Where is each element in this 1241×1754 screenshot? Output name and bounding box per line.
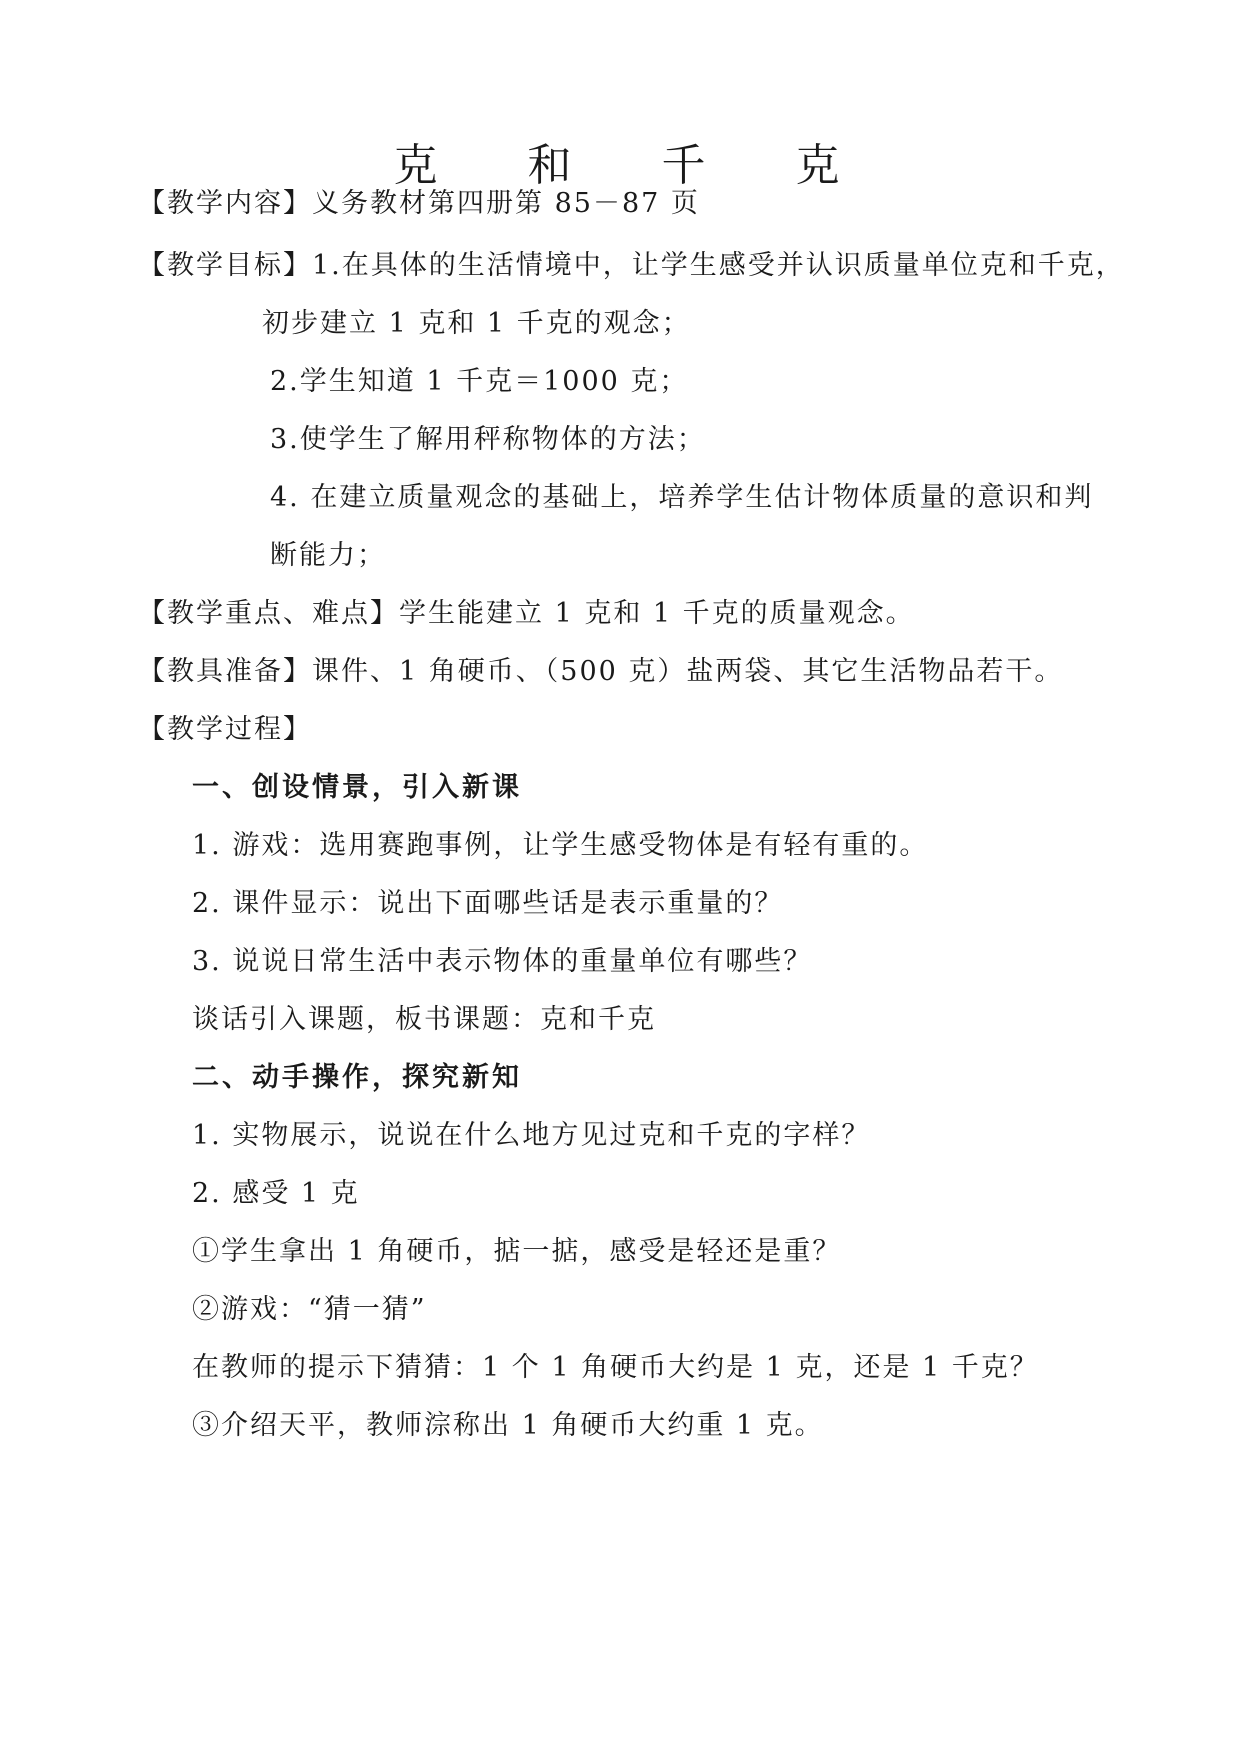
content-text: 义务教材第四册第 85－87 页 <box>312 188 700 219</box>
goal-item-2: 2.学生知道 1 千克＝1000 克； <box>270 366 689 397</box>
page-title: 克 和 千 克 <box>393 140 878 191</box>
goals-label: 【教学目标】 <box>138 250 312 281</box>
section2-item-6: ③介绍天平，教师淙称出 1 角硬币大约重 1 克。 <box>192 1410 824 1441</box>
tools-line <box>138 654 1063 690</box>
key-text: 学生能建立 1 克和 1 千克的质量观念。 <box>399 598 915 629</box>
key-label: 【教学重点、难点】 <box>138 598 399 629</box>
tools-label: 【教具准备】 <box>138 656 312 687</box>
content-label: 【教学内容】 <box>138 188 312 219</box>
section1-heading: 一、创设情景，引入新课 <box>192 772 522 803</box>
section2-item-1: 1. 实物展示，说说在什么地方见过克和千克的字样？ <box>192 1120 871 1151</box>
content-line <box>138 186 700 222</box>
tools-text: 课件、1 角硬币、（500 克）盐两袋、其它生活物品若干。 <box>312 656 1064 687</box>
goal-item-3: 3.使学生了解用秤称物体的方法； <box>270 424 706 455</box>
goals-line <box>138 248 1125 284</box>
section1-item-1: 1. 游戏：选用赛跑事例，让学生感受物体是有轻有重的。 <box>192 830 929 861</box>
section2-item-4: ②游戏：“猜一猜” <box>192 1294 427 1325</box>
key-line <box>138 596 915 632</box>
goal-item-4: 4. 在建立质量观念的基础上，培养学生估计物体质量的意识和判 <box>270 482 1094 513</box>
goal-item-4-cont: 断能力； <box>270 540 386 571</box>
process-label: 【教学过程】 <box>138 714 312 745</box>
section2-item-2: 2. 感受 1 克 <box>192 1178 360 1209</box>
section2-item-5: 在教师的提示下猜猜：1 个 1 角硬币大约是 1 克，还是 1 千克？ <box>192 1352 1039 1383</box>
goal-item-1-cont: 初步建立 1 克和 1 千克的观念； <box>262 308 691 339</box>
section1-item-4: 谈话引入课题，板书课题：克和千克 <box>192 1004 656 1035</box>
section2-item-3: ①学生拿出 1 角硬币，掂一掂，感受是轻还是重？ <box>192 1236 842 1267</box>
section2-heading: 二、动手操作，探究新知 <box>192 1062 522 1093</box>
section1-item-2: 2. 课件显示：说出下面哪些话是表示重量的？ <box>192 888 784 919</box>
goal-item-1: 1.在具体的生活情境中，让学生感受并认识质量单位克和千克， <box>312 250 1125 281</box>
section1-item-3: 3. 说说日常生活中表示物体的重量单位有哪些？ <box>192 946 813 977</box>
